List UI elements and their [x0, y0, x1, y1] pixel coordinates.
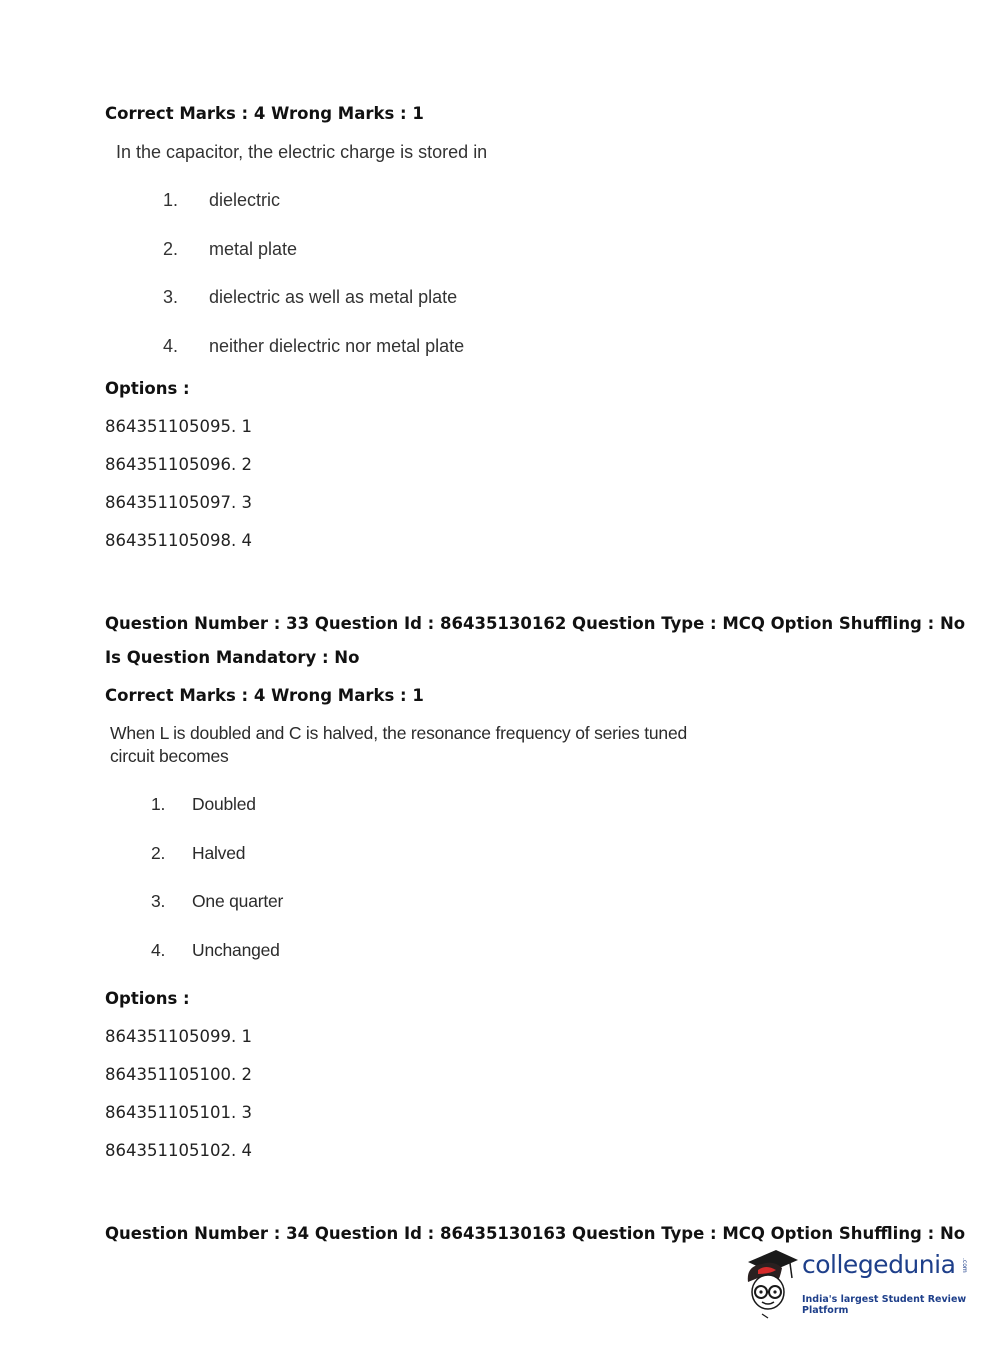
q33-question-line-2: circuit becomes: [110, 746, 229, 766]
collegedunia-logo: [740, 1248, 970, 1320]
q33-choice-4: [151, 940, 280, 961]
q33-header: Question Number : 33 Question Id : 86435130162 Question Type : MCQ Option Shuffling : No: [105, 614, 966, 633]
student-mascot-icon: [740, 1248, 800, 1320]
q33-option-4: 864351105102. 4: [105, 1141, 252, 1160]
q33-option-2: 864351105100. 2: [105, 1065, 252, 1084]
q33-choice-3: [151, 891, 283, 912]
choice-number: 4.: [151, 940, 166, 960]
q32-choice-1: [163, 190, 280, 211]
choice-number: 1.: [151, 794, 166, 814]
logo-wordmark: collegedunia: [802, 1250, 956, 1279]
choice-number: 1.: [163, 190, 179, 210]
q32-option-1: 864351105095. 1: [105, 417, 252, 436]
choice-text: Doubled: [192, 794, 256, 814]
choice-number: 2.: [151, 843, 166, 863]
q33-option-3: 864351105101. 3: [105, 1103, 252, 1122]
q32-choice-4: [163, 336, 464, 357]
q32-options-label: Options :: [105, 379, 190, 398]
q33-marks: Correct Marks : 4 Wrong Marks : 1: [105, 686, 424, 705]
logo-tagline: India's largest Student Review Platform: [802, 1294, 967, 1316]
choice-text: dielectric as well as metal plate: [209, 287, 458, 307]
q33-mandatory: Is Question Mandatory : No: [105, 648, 360, 667]
q32-choice-2: [163, 239, 297, 260]
choice-text: dielectric: [209, 190, 281, 210]
q32-choice-3: [163, 287, 457, 308]
q32-question-text: In the capacitor, the electric charge is stored in: [116, 142, 488, 162]
q33-question-line-1: When L is doubled and C is halved, the resonance frequency of series tuned: [110, 723, 688, 743]
choice-text: metal plate: [209, 239, 298, 259]
q33-choice-2: [151, 843, 245, 864]
choice-text: Unchanged: [192, 940, 280, 960]
q34-header: Question Number : 34 Question Id : 86435130163 Question Type : MCQ Option Shuffling : No: [105, 1224, 966, 1243]
choice-text: One quarter: [192, 891, 284, 911]
q33-options-label: Options :: [105, 989, 190, 1008]
q32-option-2: 864351105096. 2: [105, 455, 252, 474]
choice-number: 2.: [163, 239, 179, 259]
q33-choice-1: [151, 794, 256, 815]
q32-option-4: 864351105098. 4: [105, 531, 252, 550]
choice-text: Halved: [192, 843, 246, 863]
choice-number: 3.: [151, 891, 166, 911]
q32-marks: Correct Marks : 4 Wrong Marks : 1: [105, 104, 424, 123]
q33-option-1: 864351105099. 1: [105, 1027, 252, 1046]
choice-number: 3.: [163, 287, 179, 307]
logo-domain-suffix: .com: [961, 1258, 968, 1273]
q32-option-3: 864351105097. 3: [105, 493, 252, 512]
choice-text: neither dielectric nor metal plate: [209, 336, 465, 356]
choice-number: 4.: [163, 336, 179, 356]
